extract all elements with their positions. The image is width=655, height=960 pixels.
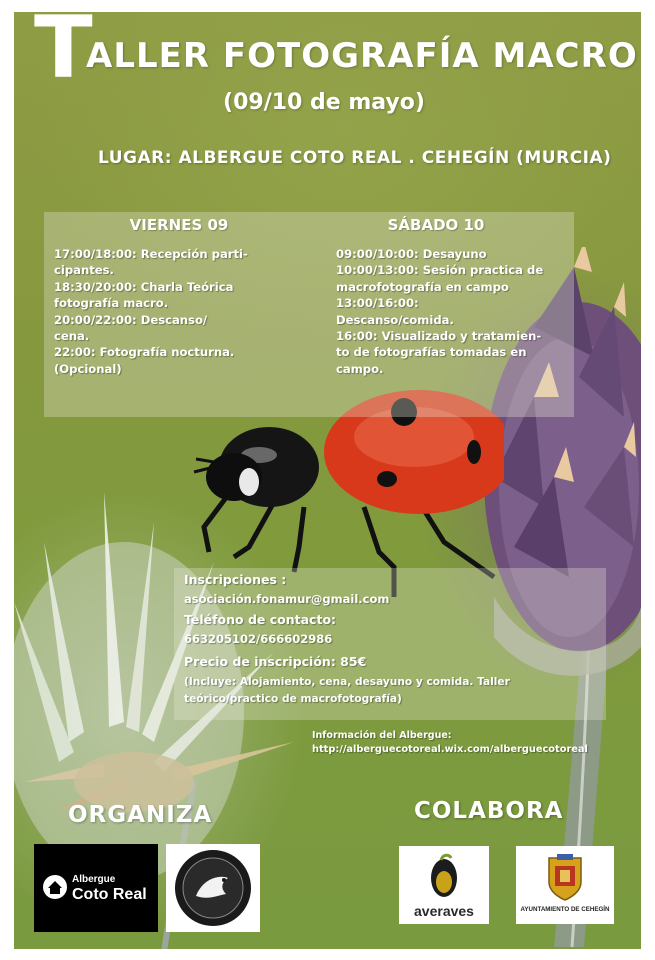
fonamur-logo <box>166 844 260 932</box>
egg-icon <box>429 852 459 900</box>
albergue-info-url[interactable]: http://alberguecotoreal.wix.com/alberguecotoreal <box>312 744 588 755</box>
schedule-line: 10:00/13:00: Sesión practica de <box>336 263 544 278</box>
bird-emblem-icon <box>166 844 260 932</box>
schedule-line: 20:00/22:00: Descanso/ <box>54 312 208 327</box>
house-icon <box>42 874 68 900</box>
schedule-line: cena. <box>54 329 90 344</box>
albergue-info-label: Información del Albergue: <box>312 730 452 741</box>
ayuntamiento-cehegin-logo <box>516 846 614 924</box>
coat-of-arms-icon <box>545 852 585 902</box>
inscription-heading: Inscripciones : <box>184 572 287 587</box>
organiza-heading: ORGANIZA <box>68 802 213 828</box>
event-location: LUGAR: ALBERGUE COTO REAL . CEHEGÍN (MURCIA) <box>98 148 612 168</box>
friday-heading: VIERNES 09 <box>129 216 229 234</box>
schedule-line: campo. <box>336 361 384 376</box>
inscription-price: Precio de inscripción: 85€ <box>184 654 367 669</box>
schedule-line: 09:00/10:00: Desayuno <box>336 247 487 261</box>
averaves-logo-text: averaves <box>414 903 474 919</box>
colabora-heading: COLABORA <box>414 798 564 824</box>
inscription-includes: (Incluye: Alojamiento, cena, desayuno y comida. Taller <box>184 676 510 688</box>
poster <box>14 12 641 949</box>
cehegin-logo-text: AYUNTAMIENTO DE CEHEGÍN <box>520 906 610 913</box>
schedule-line: Descanso/comida. <box>336 312 454 327</box>
schedule-line: 13:00/16:00: <box>336 296 419 311</box>
title-first-letter: T <box>34 12 93 98</box>
schedule-line: 16:00: Visualizado y tratamien- <box>336 329 542 344</box>
contact-email[interactable]: asociación.fonamur@gmail.com <box>184 592 390 606</box>
albergue-info <box>312 729 632 757</box>
averaves-logo <box>399 846 489 924</box>
schedule-line: cipantes. <box>54 263 114 278</box>
title-text: ALLER FOTOGRAFÍA MACRO <box>86 36 638 76</box>
albergue-logo-small-text: Albergue <box>72 874 116 885</box>
schedule-line: fotografía macro. <box>54 296 169 311</box>
schedule-friday <box>54 216 284 377</box>
schedule-line: 17:00/18:00: Recepción parti- <box>54 247 248 261</box>
schedule-line: to de fotografías tomadas en <box>336 345 527 360</box>
phone-label: Teléfono de contacto: <box>184 612 337 627</box>
schedule-line: macrofotografía en campo <box>336 279 509 294</box>
inscription-box <box>174 568 606 720</box>
schedule-line: (Opcional) <box>54 361 122 376</box>
inscription-includes: teórico/practico de macrofotografía) <box>184 693 402 705</box>
event-dates: (09/10 de mayo) <box>223 90 425 115</box>
schedule-line: 18:30/20:00: Charla Teórica <box>54 279 234 294</box>
schedule-box <box>44 212 574 417</box>
poster-title <box>14 12 641 98</box>
saturday-heading: SÁBADO 10 <box>387 216 485 234</box>
contact-phone[interactable]: 663205102/666602986 <box>184 632 333 646</box>
albergue-logo-large-text: Coto Real <box>72 886 147 903</box>
albergue-coto-real-logo <box>34 844 158 932</box>
schedule-line: 22:00: Fotografía nocturna. <box>54 345 235 360</box>
schedule-saturday <box>336 216 576 377</box>
